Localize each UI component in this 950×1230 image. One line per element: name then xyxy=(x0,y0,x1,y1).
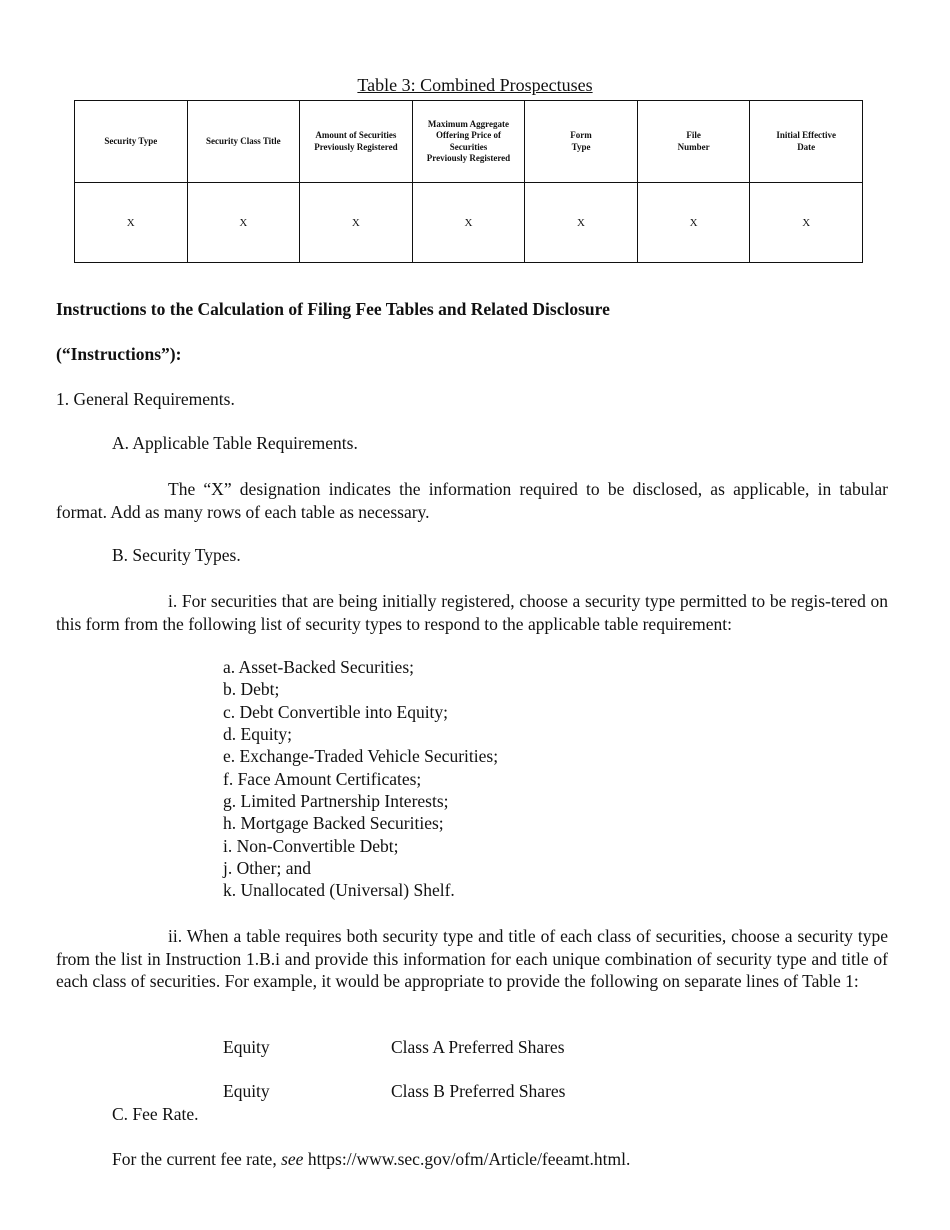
section-b-heading: B. Security Types. xyxy=(112,545,241,565)
list-item: b. Debt; xyxy=(223,679,280,700)
fee-rate-see: see xyxy=(281,1149,304,1169)
paragraph-b-ii-text: ii. When a table requires both security type and title of each class of securities, choose a security type from the list in Instruction 1.B.i and provide this information for each unique combination of security type and title of each class of securities. For example, it would be appropriate to provide the following on separate lines of Table 1: xyxy=(56,926,888,991)
paragraph-b-i xyxy=(56,590,888,635)
table-cell: X xyxy=(637,183,750,263)
list-item: j. Other; and xyxy=(223,858,311,879)
list-item: a. Asset-Backed Securities; xyxy=(223,657,414,677)
header-initial-effective-date: Initial Effective Date xyxy=(750,101,863,183)
security-types-list xyxy=(223,656,498,902)
header-security-class-title: Security Class Title xyxy=(187,101,300,183)
section-c-heading: C. Fee Rate. xyxy=(112,1104,199,1124)
list-item: d. Equity; xyxy=(223,724,293,745)
table-cell: X xyxy=(525,183,638,263)
example-class-title: Class A Preferred Shares xyxy=(391,1037,565,1057)
header-amount-previously-registered: Amount of Securities Previously Registered xyxy=(300,101,413,183)
instructions-heading: Instructions to the Calculation of Filing Fee Tables and Related Disclosure xyxy=(56,299,610,319)
example-security-type: Equity xyxy=(223,1037,270,1057)
paragraph-b-i-text: i. For securities that are being initially registered, choose a security type permitted to be regis-tered on this form from the following list of security types to respond to the applicable table requirement: xyxy=(56,591,888,634)
list-item: g. Limited Partnership Interests; xyxy=(223,791,449,812)
header-security-type: Security Type xyxy=(75,101,188,183)
table-row xyxy=(75,183,863,263)
header-file-number: File Number xyxy=(637,101,750,183)
paragraph-b-ii xyxy=(56,925,888,993)
table-cell: X xyxy=(300,183,413,263)
combined-prospectuses-table xyxy=(74,100,863,263)
table-title: Table 3: Combined Prospectuses xyxy=(357,75,593,95)
table-cell: X xyxy=(750,183,863,263)
instructions-heading-subtitle: (“Instructions”): xyxy=(56,344,182,364)
fee-rate-url: https://www.sec.gov/ofm/Article/feeamt.html. xyxy=(303,1149,631,1169)
list-item: i. Non-Convertible Debt; xyxy=(223,835,399,856)
paragraph-a xyxy=(56,478,888,523)
list-item: h. Mortgage Backed Securities; xyxy=(223,813,444,834)
paragraph-a-text: The “X” designation indicates the information required to be disclosed, as applicable, in tabular format. Add as many rows of each table as necessary. xyxy=(56,479,888,522)
list-item: e. Exchange-Traded Vehicle Securities; xyxy=(223,746,499,767)
header-max-aggregate-offering-price: Maximum Aggregate Offering Price of Securities Previously Registered xyxy=(412,101,525,183)
section-1-heading: 1. General Requirements. xyxy=(56,389,235,409)
example-class-title: Class B Preferred Shares xyxy=(391,1081,566,1101)
example-security-type: Equity xyxy=(223,1081,270,1101)
section-a-heading: A. Applicable Table Requirements. xyxy=(112,433,358,453)
list-item: k. Unallocated (Universal) Shelf. xyxy=(223,880,455,901)
list-item: c. Debt Convertible into Equity; xyxy=(223,701,449,722)
table-cell: X xyxy=(75,183,188,263)
fee-rate-paragraph xyxy=(112,1149,630,1170)
table-cell: X xyxy=(412,183,525,263)
table-header-row xyxy=(75,101,863,183)
fee-rate-prefix: For the current fee rate, xyxy=(112,1149,282,1169)
table-cell: X xyxy=(187,183,300,263)
header-form-type: Form Type xyxy=(525,101,638,183)
list-item: f. Face Amount Certificates; xyxy=(223,768,422,789)
